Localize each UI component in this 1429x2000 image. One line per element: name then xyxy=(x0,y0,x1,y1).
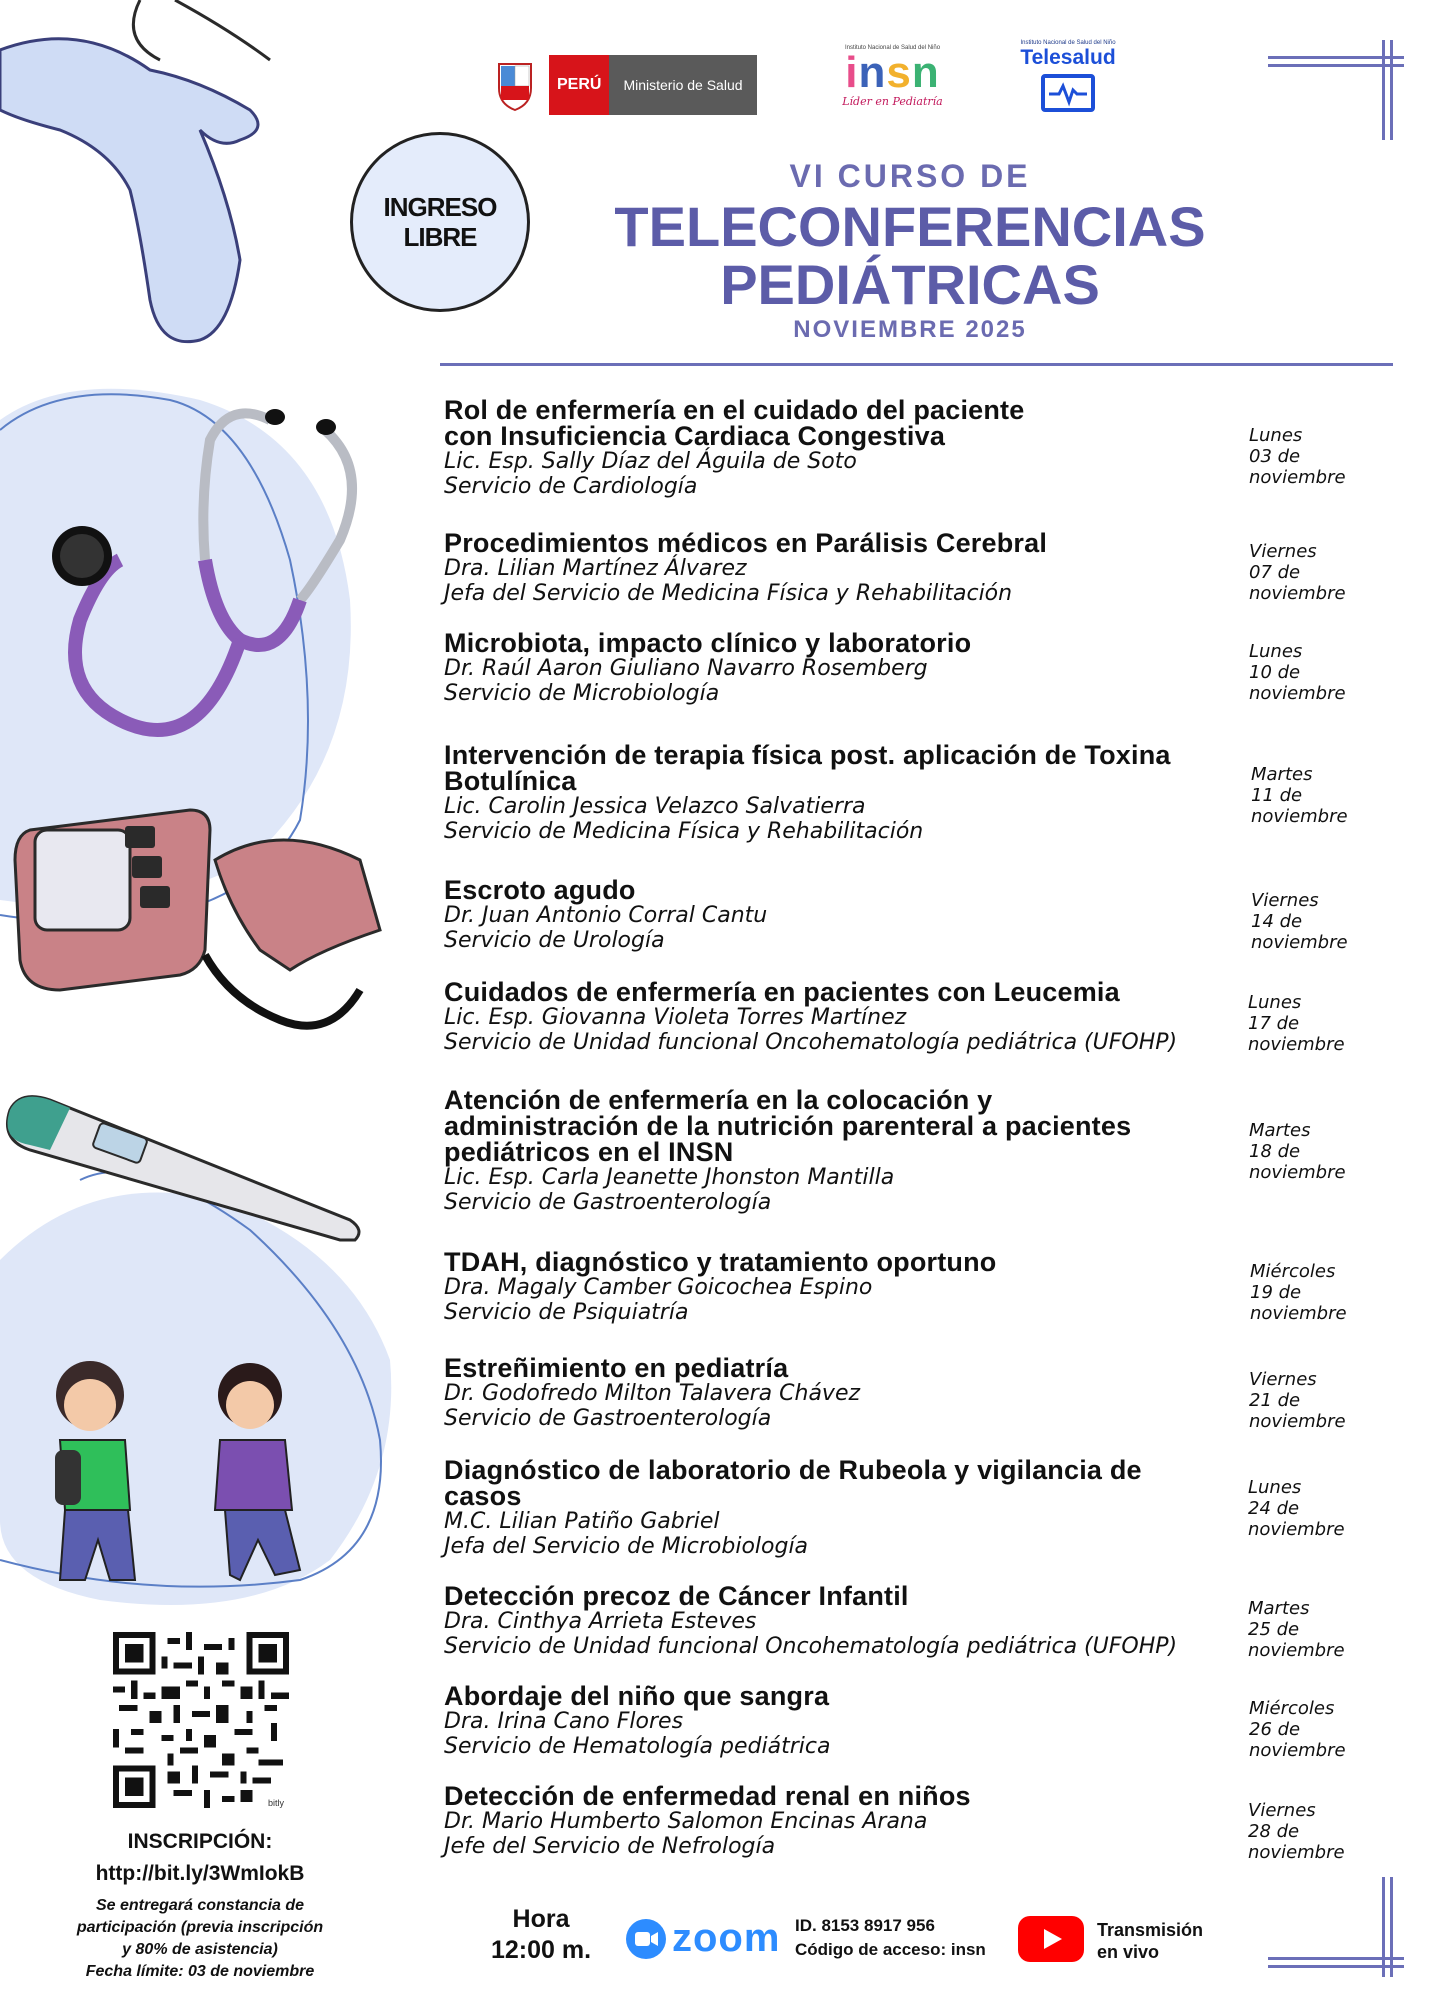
note-line: y 80% de asistencia) xyxy=(122,1941,278,1958)
note-line: participación (previa inscripción xyxy=(76,1919,324,1936)
session-title: Microbiota, impacto clínico y laboratorio xyxy=(444,628,972,658)
telesalud-logo xyxy=(1008,40,1128,112)
session-date-line: Lunes xyxy=(1249,425,1303,446)
session-speaker: Dra. Cinthya Arrieta Esteves xyxy=(444,1609,757,1634)
certificate-note xyxy=(50,1895,350,1983)
live-stream-label xyxy=(1097,1919,1203,1963)
session-item xyxy=(444,1683,1234,1759)
registration-label: INSCRIPCIÓN: xyxy=(127,1830,273,1853)
session-date xyxy=(1251,890,1371,953)
session-date-line: 03 de xyxy=(1249,446,1301,467)
session-title: casos xyxy=(444,1481,522,1511)
session-date-line: noviembre xyxy=(1248,1034,1345,1055)
session-title: Rol de enfermería en el cuidado del paciente xyxy=(444,395,1025,425)
session-date xyxy=(1249,541,1369,604)
session-title: Diagnóstico de laboratorio de Rubeola y vigilancia de xyxy=(444,1455,1142,1485)
session-date xyxy=(1248,1477,1368,1540)
qr-tag: bitly xyxy=(268,1798,285,1808)
session-item xyxy=(444,630,1234,706)
session-date-line: 19 de xyxy=(1250,1282,1302,1303)
session-item xyxy=(444,979,1234,1055)
session-service: Servicio de Gastroenterología xyxy=(444,1406,772,1431)
zoom-logo[interactable] xyxy=(626,1916,780,1961)
session-title: Intervención de terapia física post. aplicación de Toxina xyxy=(444,740,1171,770)
session-date-line: 11 de xyxy=(1251,785,1303,806)
insn-institute-label: Instituto Nacional de Salud del Niño xyxy=(844,45,941,51)
session-date-line: Viernes xyxy=(1249,541,1317,562)
session-date-line: 25 de xyxy=(1248,1619,1300,1640)
session-speaker: Dra. Magaly Camber Goicochea Espino xyxy=(444,1275,873,1300)
session-speaker: Dra. Lilian Martínez Álvarez xyxy=(444,556,747,581)
session-date-line: noviembre xyxy=(1249,1740,1346,1761)
session-speaker: Dr. Mario Humberto Salomon Encinas Arana xyxy=(444,1809,928,1834)
insn-logo xyxy=(830,45,955,108)
session-title: Procedimientos médicos en Parálisis Cerebral xyxy=(444,528,1048,558)
badge-line1: INGRESO xyxy=(383,192,497,222)
session-date-line: Martes xyxy=(1248,1598,1310,1619)
session-title: TDAH, diagnóstico y tratamiento oportuno xyxy=(444,1247,997,1277)
session-speaker: Lic. Carolin Jessica Velazco Salvatierra xyxy=(444,794,866,819)
note-line: Se entregará constancia de xyxy=(95,1897,305,1914)
session-service: Servicio de Urología xyxy=(444,928,665,953)
session-date xyxy=(1249,1369,1369,1432)
course-title-line2: PEDIÁTRICAS xyxy=(720,253,1100,316)
zoom-access-code: Código de acceso: insn xyxy=(795,1940,986,1959)
illustrations xyxy=(0,0,400,1620)
session-date-line: noviembre xyxy=(1248,1519,1345,1540)
peru-label: PERÚ xyxy=(549,55,609,115)
session-title: Detección precoz de Cáncer Infantil xyxy=(444,1581,909,1611)
session-speaker: Dra. Irina Cano Flores xyxy=(444,1709,684,1734)
session-service: Servicio de Unidad funcional Oncohematología pediátrica (UFOHP) xyxy=(444,1030,1178,1055)
session-date xyxy=(1248,1800,1368,1863)
zoom-camera-icon xyxy=(626,1919,666,1959)
session-speaker: M.C. Lilian Patiño Gabriel xyxy=(444,1509,720,1534)
zoom-word: zoom xyxy=(672,1916,781,1960)
session-service: Servicio de Cardiología xyxy=(444,474,698,499)
minsa-logo xyxy=(493,55,757,115)
session-date xyxy=(1249,1120,1369,1183)
course-kicker: VI CURSO DE xyxy=(789,158,1031,194)
session-date-line: Miércoles xyxy=(1249,1698,1335,1719)
session-service: Servicio de Microbiología xyxy=(444,681,720,706)
session-date-line: noviembre xyxy=(1249,1162,1346,1183)
live-stream-line1: Transmisión xyxy=(1097,1920,1204,1940)
session-speaker: Dr. Godofredo Milton Talavera Chávez xyxy=(444,1381,861,1406)
session-speaker: Lic. Esp. Carla Jeanette Jhonston Mantilla xyxy=(444,1165,895,1190)
session-date xyxy=(1250,1261,1370,1324)
title-divider xyxy=(440,363,1393,366)
time-label: Hora xyxy=(512,1905,570,1933)
session-date-line: Lunes xyxy=(1248,992,1302,1013)
session-date-line: 21 de xyxy=(1249,1390,1301,1411)
session-date-line: 07 de xyxy=(1249,562,1301,583)
session-speaker: Dr. Juan Antonio Corral Cantu xyxy=(444,903,768,928)
session-item xyxy=(444,1249,1234,1325)
session-service: Jefa del Servicio de Medicina Física y Rehabilitación xyxy=(444,581,1013,606)
session-title: con Insuficiencia Cardiaca Congestiva xyxy=(444,421,946,451)
live-stream-line2: en vivo xyxy=(1097,1942,1160,1962)
session-date-line: 28 de xyxy=(1248,1821,1300,1842)
session-date-line: 10 de xyxy=(1249,662,1301,683)
zoom-meeting-info xyxy=(795,1914,986,1962)
session-item xyxy=(444,1583,1234,1659)
insn-logo-text: insn xyxy=(845,48,940,97)
course-title xyxy=(590,195,1230,316)
session-date-line: noviembre xyxy=(1248,1640,1345,1661)
session-service: Servicio de Hematología pediátrica xyxy=(444,1734,831,1759)
session-title: Abordaje del niño que sangra xyxy=(444,1681,830,1711)
time-info xyxy=(476,1904,606,1966)
registration-info xyxy=(50,1826,350,1890)
session-date-line: 24 de xyxy=(1248,1498,1300,1519)
session-title: Escroto agudo xyxy=(444,875,636,905)
session-item xyxy=(444,877,1234,953)
session-date-line: Lunes xyxy=(1249,641,1303,662)
peru-coat-of-arms-icon xyxy=(493,58,537,112)
session-item xyxy=(444,1355,1234,1431)
session-speaker: Lic. Esp. Giovanna Violeta Torres Martínez xyxy=(444,1005,907,1030)
session-item xyxy=(444,530,1234,606)
session-item xyxy=(444,1087,1234,1215)
note-line: Fecha límite: 03 de noviembre xyxy=(85,1963,315,1980)
session-date-line: noviembre xyxy=(1249,467,1346,488)
session-date-line: noviembre xyxy=(1249,1411,1346,1432)
session-service: Servicio de Gastroenterología xyxy=(444,1190,772,1215)
monitor-icon xyxy=(1041,74,1095,112)
session-date-line: noviembre xyxy=(1249,583,1346,604)
session-item xyxy=(444,397,1234,499)
blood-pressure-monitor-illustration xyxy=(15,810,380,1026)
session-date-line: Viernes xyxy=(1251,890,1319,911)
session-service: Servicio de Medicina Física y Rehabilitación xyxy=(444,819,924,844)
session-date-line: noviembre xyxy=(1250,1303,1347,1324)
session-item xyxy=(444,742,1234,844)
session-date-line: noviembre xyxy=(1251,932,1348,953)
free-admission-badge xyxy=(350,132,530,312)
session-date-line: Martes xyxy=(1249,1120,1311,1141)
session-title: pediátricos en el INSN xyxy=(444,1137,734,1167)
session-date xyxy=(1251,764,1371,827)
session-date-line: noviembre xyxy=(1249,683,1346,704)
session-date-line: Viernes xyxy=(1248,1800,1316,1821)
session-date-line: Lunes xyxy=(1248,1477,1302,1498)
session-date-line: noviembre xyxy=(1251,806,1348,827)
session-date xyxy=(1249,1698,1369,1761)
session-date-line: 26 de xyxy=(1249,1719,1301,1740)
session-date xyxy=(1249,425,1369,488)
course-title-line1: TELECONFERENCIAS xyxy=(614,195,1206,258)
session-title: Atención de enfermería en la colocación y xyxy=(444,1085,993,1115)
session-speaker: Dr. Raúl Aaron Giuliano Navarro Rosemberg xyxy=(444,656,928,681)
session-service: Servicio de Psiquiatría xyxy=(444,1300,689,1325)
course-month: NOVIEMBRE 2025 xyxy=(793,316,1027,343)
youtube-icon[interactable] xyxy=(1018,1916,1084,1962)
session-date-line: 18 de xyxy=(1249,1141,1301,1162)
session-item xyxy=(444,1457,1234,1559)
session-service: Jefe del Servicio de Nefrología xyxy=(444,1834,776,1859)
session-date xyxy=(1249,641,1369,704)
session-date-line: noviembre xyxy=(1248,1842,1345,1863)
session-date-line: Miércoles xyxy=(1250,1261,1336,1282)
session-service: Servicio de Unidad funcional Oncohematología pediátrica (UFOHP) xyxy=(444,1634,1178,1659)
insn-tagline: Líder en Pediatría xyxy=(842,95,943,108)
telesalud-name: Telesalud xyxy=(1020,46,1116,69)
session-service: Jefa del Servicio de Microbiología xyxy=(444,1534,809,1559)
qr-code[interactable] xyxy=(113,1632,289,1808)
session-date xyxy=(1248,992,1368,1055)
glove-illustration xyxy=(0,0,270,342)
badge-line2: LIBRE xyxy=(403,222,477,252)
session-title: Estreñimiento en pediatría xyxy=(444,1353,789,1383)
ministry-label: Ministerio de Salud xyxy=(609,55,756,115)
session-speaker: Lic. Esp. Sally Díaz del Águila de Soto xyxy=(444,449,857,474)
time-value: 12:00 m. xyxy=(490,1936,592,1964)
session-title: administración de la nutrición parenteral a pacientes xyxy=(444,1111,1132,1141)
session-title: Botulínica xyxy=(444,766,577,796)
telesalud-institute-label: Instituto Nacional de Salud del Niño xyxy=(1020,40,1116,46)
session-date-line: 17 de xyxy=(1248,1013,1300,1034)
session-date-line: 14 de xyxy=(1251,911,1303,932)
registration-url[interactable]: http://bit.ly/3WmIokB xyxy=(95,1862,305,1885)
zoom-id: ID. 8153 8917 956 xyxy=(795,1916,935,1935)
session-date-line: Viernes xyxy=(1249,1369,1317,1390)
session-item xyxy=(444,1783,1234,1859)
session-date xyxy=(1248,1598,1368,1661)
session-date-line: Martes xyxy=(1251,764,1313,785)
session-title: Detección de enfermedad renal en niños xyxy=(444,1781,971,1811)
session-title: Cuidados de enfermería en pacientes con Leucemia xyxy=(444,977,1120,1007)
